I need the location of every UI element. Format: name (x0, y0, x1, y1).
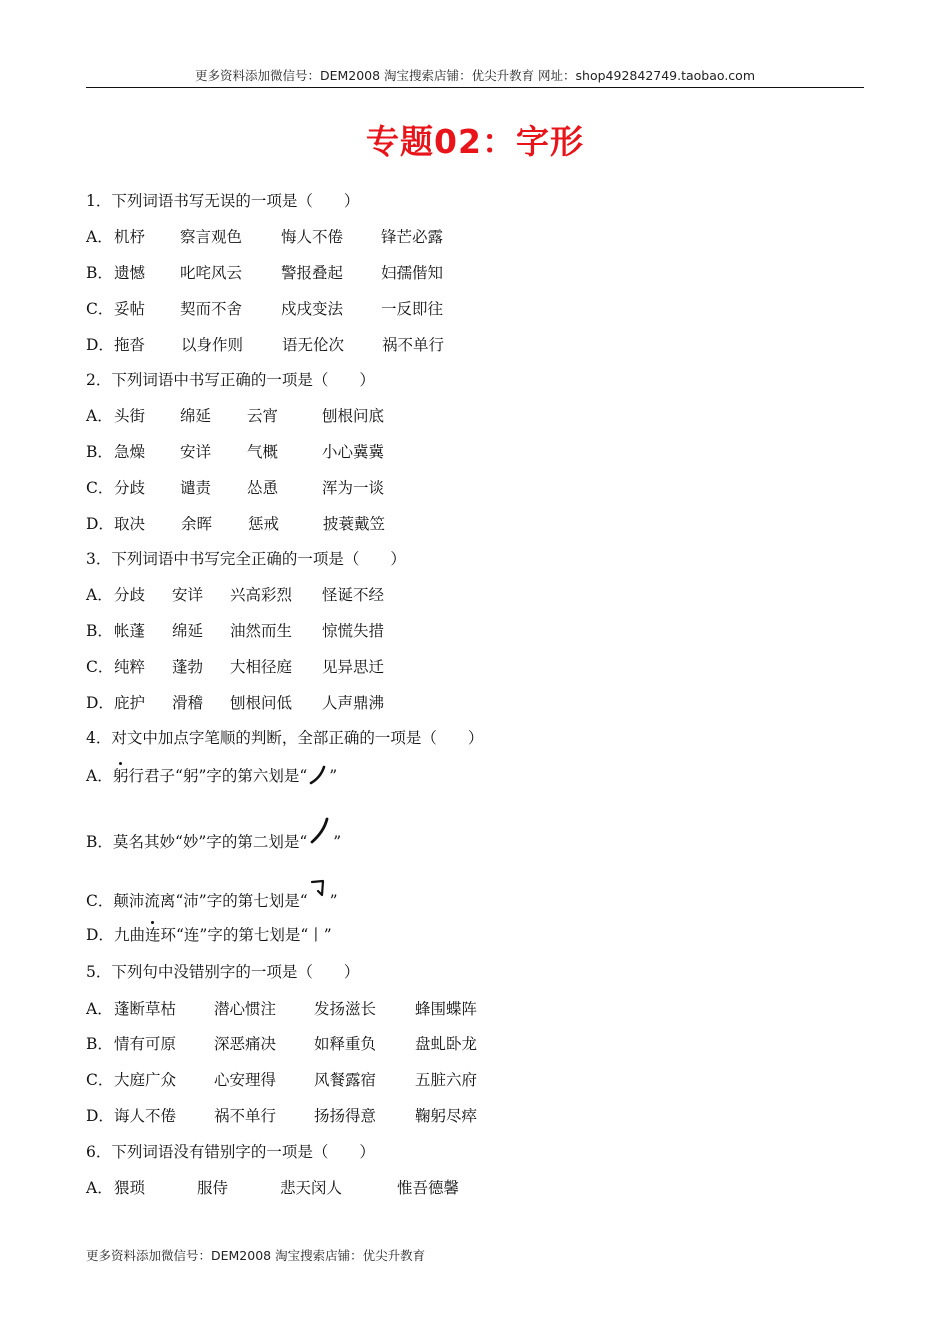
word: 妥帖 (114, 300, 146, 318)
word: 契而不舍 (180, 300, 243, 318)
word: 锋芒必露 (381, 228, 444, 246)
option-1a (86, 227, 444, 247)
option-5c (86, 1070, 478, 1090)
option-label: A． (86, 1179, 113, 1197)
word: 戍戌变法 (281, 300, 344, 318)
question-4-stem: 4．对文中加点字笔顺的判断，全部正确的一项是（ ） (86, 729, 484, 747)
word: 惟吾德馨 (397, 1179, 460, 1197)
option-label: C． (86, 300, 114, 318)
option-label: C． (86, 658, 114, 676)
option-label: A． (86, 767, 113, 785)
word: 纯粹 (114, 658, 146, 676)
question-2-stem: 2．下列词语中书写正确的一项是（ ） (86, 371, 375, 389)
dotted-char: 躬 (113, 767, 129, 785)
word: 浑为一谈 (322, 479, 385, 497)
option-text: 颠沛流离“沛”字的第七划是“ (113, 892, 308, 910)
word: 庇护 (114, 694, 146, 712)
word: 人声鼎沸 (322, 694, 385, 712)
option-close-quote: ” (329, 767, 338, 785)
option-1c (86, 299, 444, 319)
word: 服侍 (197, 1179, 229, 1197)
option-6a (86, 1178, 460, 1198)
word: 云宵 (247, 407, 279, 425)
word: 猥琐 (114, 1179, 146, 1197)
word: 滑稽 (172, 694, 204, 712)
option-label: B． (86, 1035, 113, 1053)
hengzhegou-stroke-icon (308, 876, 330, 908)
word: 惩戒 (248, 515, 280, 533)
option-2c (86, 478, 385, 498)
word: 扬扬得意 (314, 1107, 377, 1125)
word: 大相径庭 (230, 658, 293, 676)
word: 机杼 (114, 228, 146, 246)
word: 祸不单行 (382, 336, 445, 354)
option-4c (86, 876, 338, 911)
word: 心安理得 (214, 1071, 277, 1089)
word: 大庭广众 (114, 1071, 177, 1089)
option-5b (86, 1034, 478, 1054)
option-label: A． (86, 1000, 113, 1018)
option-label: C． (86, 1071, 114, 1089)
option-2a (86, 406, 385, 426)
word: 风餐露宿 (314, 1071, 377, 1089)
option-label: A． (86, 586, 113, 604)
word: 安详 (180, 443, 212, 461)
word: 发扬滋长 (314, 1000, 377, 1018)
word: 悔人不倦 (281, 228, 344, 246)
word: 蓬勃 (172, 658, 204, 676)
pie-stroke-icon (307, 764, 329, 786)
word: 盘虬卧龙 (415, 1035, 478, 1053)
option-label: A． (86, 407, 113, 425)
question-3-stem: 3．下列词语中书写完全正确的一项是（ ） (86, 550, 406, 568)
word: 惊慌失措 (322, 622, 385, 640)
word: 取决 (114, 515, 146, 533)
word: 怂恿 (247, 479, 279, 497)
question-5-stem: 5．下列句中没错别字的一项是（ ） (86, 963, 360, 981)
option-text: 九曲 (113, 926, 145, 944)
word: 情有可原 (114, 1035, 177, 1053)
pie-stroke-icon (307, 815, 333, 849)
word: 诲人不倦 (114, 1107, 177, 1125)
word: 深恶痛决 (214, 1035, 277, 1053)
option-close-quote: ” (333, 833, 342, 851)
dotted-char: 连 (144, 926, 161, 944)
option-label: D． (86, 926, 114, 944)
option-3a (86, 585, 385, 605)
word: 妇孺偕知 (381, 264, 444, 282)
option-5d (86, 1106, 478, 1126)
word: 分歧 (114, 479, 146, 497)
word: 如释重负 (314, 1035, 377, 1053)
option-label: D． (86, 336, 114, 354)
word: 气概 (247, 443, 279, 461)
word: 祸不单行 (214, 1107, 277, 1125)
word: 潜心惯注 (214, 1000, 277, 1018)
word: 悲天闵人 (280, 1179, 343, 1197)
option-label: C． (86, 479, 114, 497)
option-label: D． (86, 1107, 114, 1125)
word: 叱咤风云 (180, 264, 243, 282)
word: 警报叠起 (281, 264, 344, 282)
word: 怪诞不经 (322, 586, 385, 604)
word: 油然而生 (230, 622, 293, 640)
word: 绵延 (172, 622, 204, 640)
question-6-stem: 6．下列词语没有错别字的一项是（ ） (86, 1143, 375, 1161)
word: 兴高彩烈 (230, 586, 293, 604)
option-label: B． (86, 443, 113, 461)
word: 蜂围蝶阵 (415, 1000, 478, 1018)
word: 语无伦次 (282, 336, 345, 354)
word: 谴责 (180, 479, 212, 497)
word: 遗憾 (114, 264, 146, 282)
option-2b (86, 442, 385, 462)
option-4d (86, 925, 332, 945)
option-5a (86, 999, 478, 1019)
option-3b (86, 621, 385, 641)
word: 鞠躬尽瘁 (415, 1107, 478, 1125)
word: 以身作则 (181, 336, 244, 354)
word: 帐蓬 (114, 622, 146, 640)
word: 一反即往 (381, 300, 444, 318)
option-label: B． (86, 833, 113, 851)
option-text: 莫名其妙“妙”字的第二划是“ (113, 833, 308, 851)
word: 拖沓 (114, 336, 146, 354)
option-4b (86, 815, 341, 852)
option-2d (86, 514, 386, 534)
word: 急燥 (114, 443, 146, 461)
option-close-quote: ” (329, 892, 338, 910)
option-label: B． (86, 622, 113, 640)
word: 刨根问低 (230, 694, 293, 712)
word: 余晖 (181, 515, 213, 533)
word: 蓬断草枯 (114, 1000, 177, 1018)
option-1d (86, 335, 445, 355)
page-footer: 更多资料添加微信号：DEM2008 淘宝搜索店铺：优尖升教育 (86, 1248, 426, 1263)
option-1b (86, 263, 444, 283)
option-3c (86, 657, 385, 677)
option-label: D． (86, 515, 114, 533)
word: 分歧 (114, 586, 146, 604)
option-label: B． (86, 264, 113, 282)
word: 披蓑戴笠 (323, 515, 386, 533)
word: 五脏六府 (415, 1071, 478, 1089)
word: 绵延 (180, 407, 212, 425)
word: 刨根问底 (322, 407, 385, 425)
question-1-stem: 1．下列词语书写无误的一项是（ ） (86, 192, 360, 210)
word: 头街 (114, 407, 146, 425)
page-title: 专题02：字形 (366, 122, 584, 161)
page-header: 更多资料添加微信号：DEM2008 淘宝搜索店铺：优尖升教育 网址：shop492842749.taobao.com (194, 68, 756, 83)
word: 见异思迁 (322, 658, 385, 676)
option-4a (86, 764, 337, 786)
word: 安详 (172, 586, 204, 604)
word: 小心冀冀 (322, 443, 385, 461)
word: 察言观色 (180, 228, 243, 246)
option-text: 行君子“躬”字的第六划是“ (128, 767, 308, 785)
option-label: D． (86, 694, 114, 712)
option-label: C． (86, 892, 114, 910)
option-text: 环“连”字的第七划是“丨” (160, 926, 332, 944)
header-divider (86, 87, 864, 88)
option-3d (86, 693, 385, 713)
option-label: A． (86, 228, 113, 246)
